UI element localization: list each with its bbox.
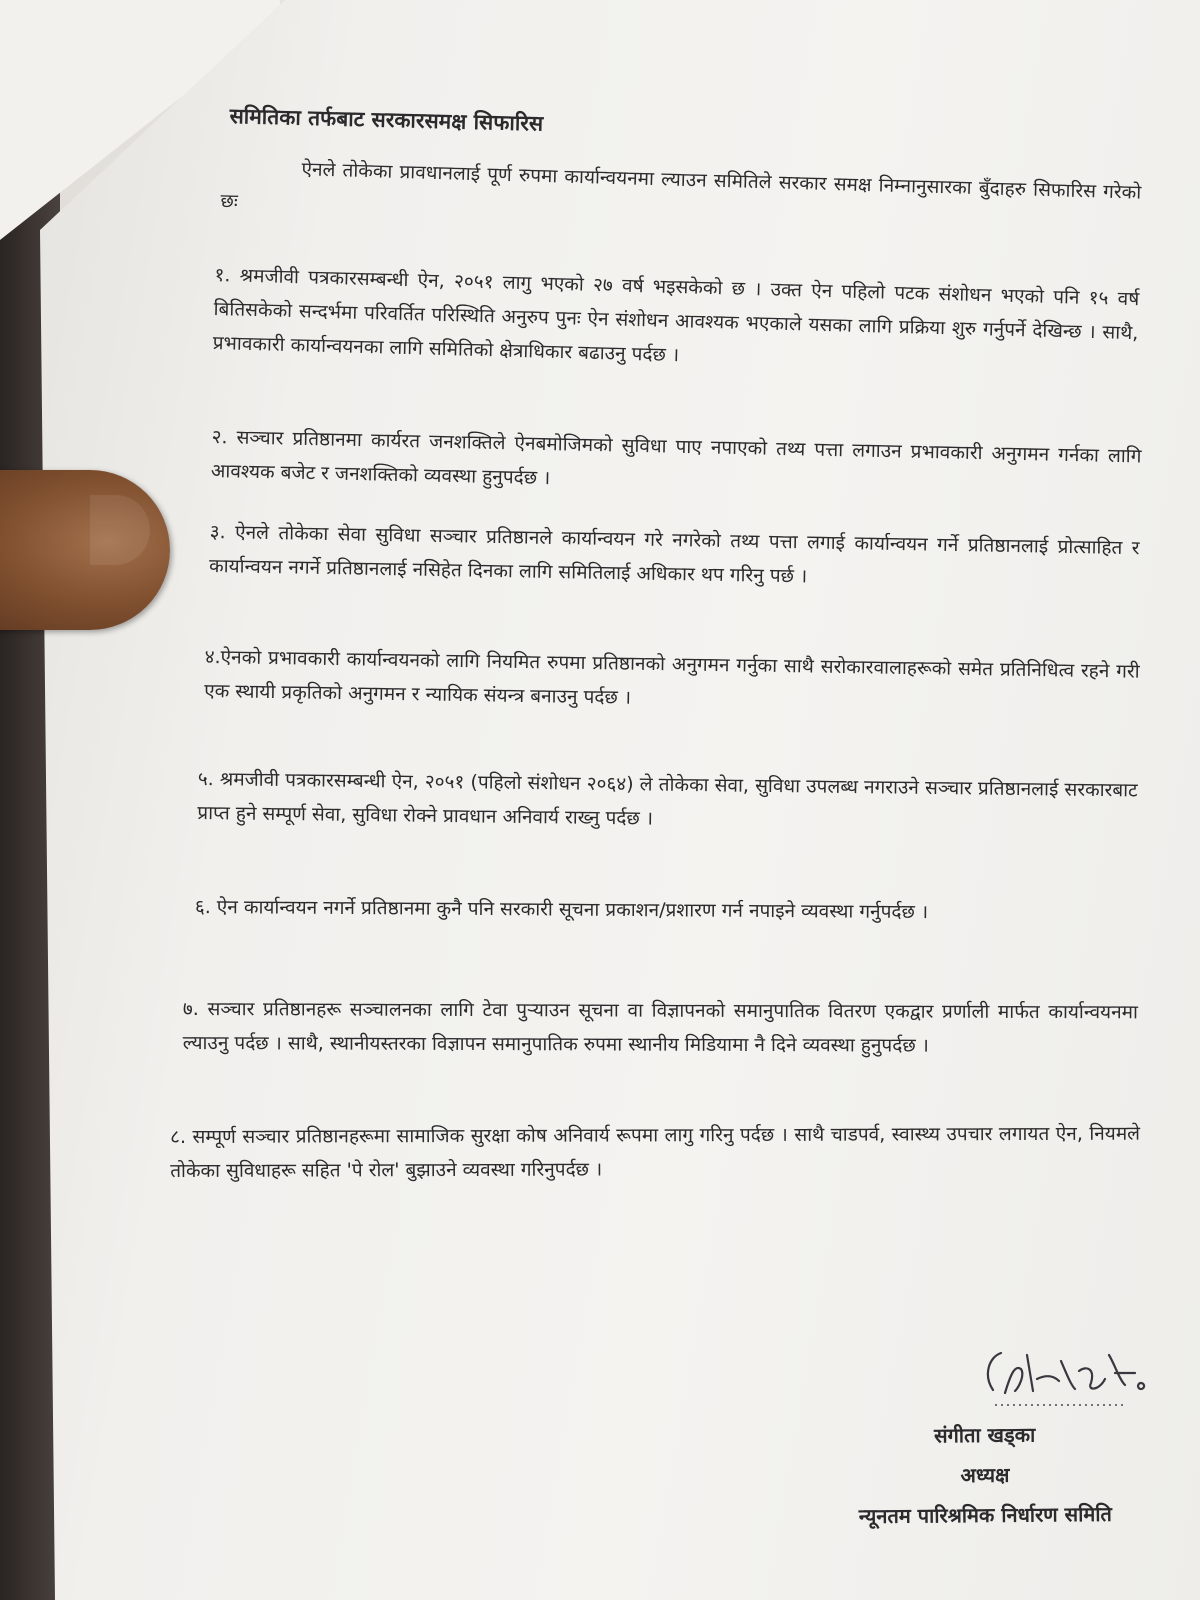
recommendation-item: १. श्रमजीवी पत्रकारसम्बन्धी ऐन, २०५१ लागु भएको २७ वर्ष भइसकेको छ । उक्त ऐन पहिलो पटक संशोधन भएको पनि १५ वर्ष बितिसकेको सन्दर्भमा परिवर्तित परिस्थिति अनुरुप पुनः ऐन संशोधन आवश्यक भएकाले यसका लागि प्रक्रिया शुरु गर्नुपर्ने देखिन्छ । साथै, प्रभावकारी कार्यान्वयनका लागि समितिको क्षेत्राधिकार बढाउनु पर्दछ । bbox=[212, 263, 1140, 367]
recommendation-item: २. सञ्चार प्रतिष्ठानमा कार्यरत जनशक्तिले ऐनबमोजिमको सुविधा पाए नपाएको तथ्य पत्ता लगाउन प्रभावकारी अनुगमन गर्नका लागि आवश्यक बजेट र जनशक्तिको व्यवस्था हुनुपर्दछ । bbox=[210, 425, 1142, 490]
intro-paragraph: ऐनले तोकेका प्रावधानलाई पूर्ण रुपमा कार्यान्वयनमा ल्याउन समितिले सरकार समक्ष निम्नानुसारका बुँदाहरु सिफारिस गरेको छः bbox=[220, 158, 1142, 213]
handwritten-signature bbox=[975, 1335, 1155, 1415]
recommendation-item: ५. श्रमजीवी पत्रकारसम्बन्धी ऐन, २०५१ (पहिलो संशोधन २०६४) ले तोकेका सेवा, सुविधा उपलब्ध नगराउने सञ्चार प्रतिष्ठानलाई सरकारबाट प्राप्त हुने सम्पूर्ण सेवा, सुविधा रोक्ने प्रावधान अनिवार्य राख्नु पर्दछ । bbox=[197, 767, 1138, 830]
signatory-organization: न्यूनतम पारिश्रमिक निर्धारण समिति bbox=[858, 1501, 1112, 1529]
recommendation-item: ४.ऐनको प्रभावकारी कार्यान्वयनको लागि नियमित रुपमा प्रतिष्ठानको अनुगमन गर्नुका साथै सरोकारवालाहरूको समेत प्रतिनिधित्व रहने गरी एक स्थायी प्रकृतिको अनुगमन र न्यायिक संयन्त्र बनाउनु पर्दछ । bbox=[204, 645, 1140, 709]
recommendation-item: ७. सञ्चार प्रतिष्ठानहरू सञ्चालनका लागि टेवा पुऱ्याउन सूचना वा विज्ञापनको समानुपातिक वितरण एकद्वार प्रर्णाली मार्फत कार्यान्वयनमा ल्याउनु पर्दछ । साथै, स्थानीयस्तरका विज्ञापन समानुपातिक रुपमा स्थानीय मिडियामा नै दिने व्यवस्था हुनुपर्दछ । bbox=[182, 997, 1138, 1057]
signatory-block bbox=[799, 1413, 1170, 1536]
signatory-designation: अध्यक्ष bbox=[960, 1462, 1010, 1488]
recommendation-item: ३. ऐनले तोकेका सेवा सुविधा सञ्चार प्रतिष्ठानले कार्यान्वयन गरे नगरेको तथ्य पत्ता लगाई कार्यान्वयन गर्ने प्रतिष्ठानलाई प्रोत्साहित र कार्यान्वयन नगर्ने प्रतिष्ठानलाई नसिहेत दिनका लागि समितिलाई अधिकार थप गरिनु पर्छ । bbox=[208, 520, 1140, 588]
recommendation-item: ६. ऐन कार्यान्वयन नगर्ने प्रतिष्ठानमा कुनै पनि सरकारी सूचना प्रकाशन/प्रशारण गर्न नपाइने व्यवस्था गर्नुपर्दछ । bbox=[194, 895, 929, 924]
signatory-name: संगीता खड्का bbox=[933, 1422, 1036, 1448]
document-title: समितिका तर्फबाट सरकारसमक्ष सिफारिस bbox=[229, 103, 544, 136]
recommendation-item: ८. सम्पूर्ण सञ्चार प्रतिष्ठानहरूमा सामाजिक सुरक्षा कोष अनिवार्य रूपमा लागु गरिनु पर्दछ । साथै चाडपर्व, स्वास्थ्य उपचार लगायत ऐन, नियमले तोकेका सुविधाहरू सहित 'पे रोल' बुझाउने व्यवस्था गरिनुपर्दछ । bbox=[170, 1122, 1141, 1182]
